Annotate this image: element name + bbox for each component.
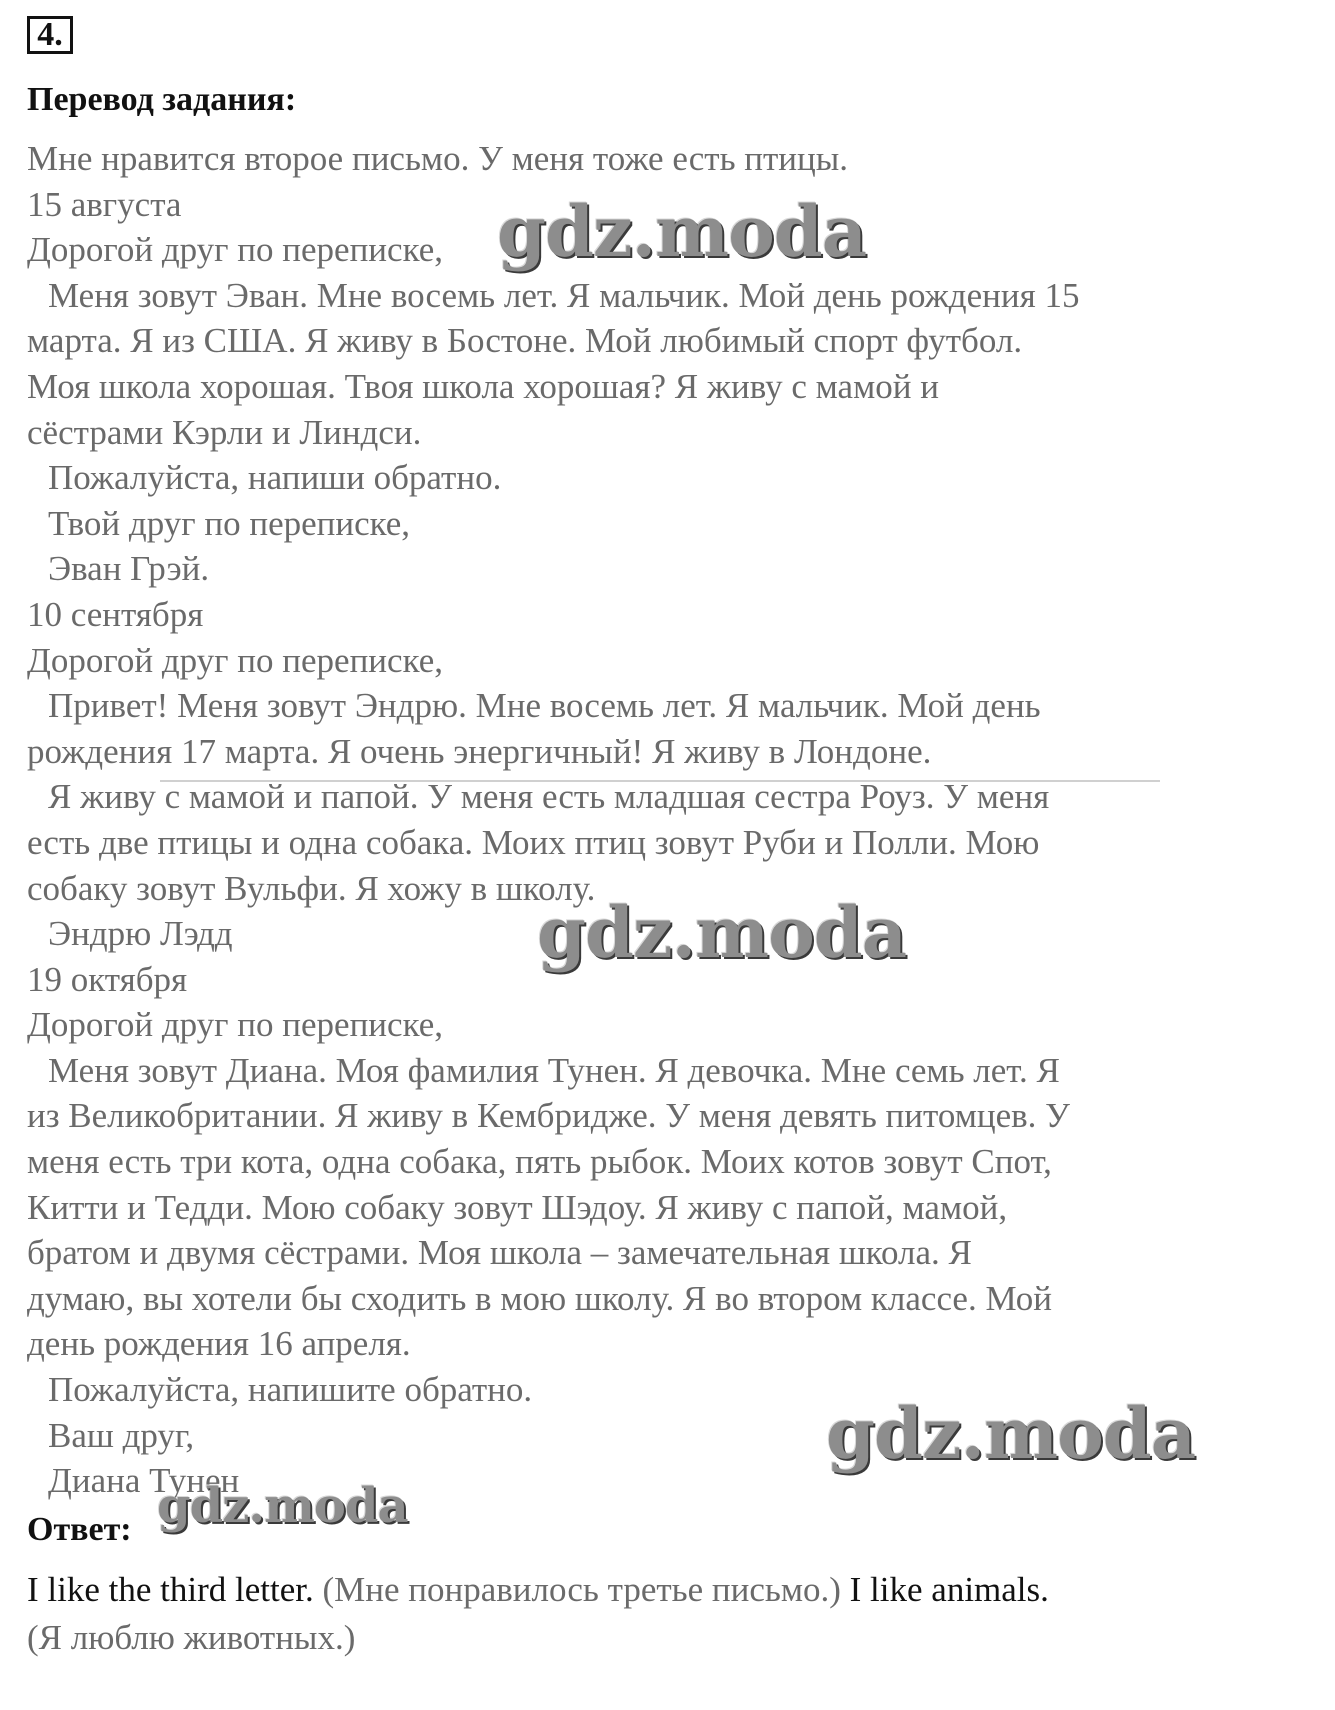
text-line: Дорогой друг по переписке,: [27, 1005, 443, 1045]
text-line: 19 октября: [27, 959, 188, 999]
translation-heading: Перевод задания:: [27, 81, 297, 118]
watermark: gdz.moda: [157, 1478, 408, 1534]
answer-label: Ответ:: [27, 1511, 132, 1548]
text-line: Меня зовут Диана. Моя фамилия Тунен. Я девочка. Мне семь лет. Я: [48, 1050, 1060, 1090]
answer-english-2: I like animals.: [849, 1570, 1049, 1609]
text-line: Дорогой друг по переписке,: [27, 640, 443, 680]
text-line: сёстрами Кэрли и Линдси.: [27, 412, 422, 452]
task-number-box: 4.: [27, 16, 73, 54]
watermark: gdz.moda: [537, 891, 907, 974]
text-line: Я живу с мамой и папой. У меня есть младшая сестра Роуз. У меня: [48, 777, 1050, 817]
text-line: Ваш друг,: [48, 1415, 195, 1455]
text-line: Эндрю Лэдд: [48, 914, 233, 954]
text-line: Мне нравится второе письмо. У меня тоже есть птицы.: [27, 139, 849, 178]
text-line: марта. Я из США. Я живу в Бостоне. Мой любимый спорт футбол.: [27, 321, 1023, 361]
text-line: Меня зовут Эван. Мне восемь лет. Я мальчик. Мой день рождения 15: [48, 275, 1080, 315]
answer-line-2: (Я люблю животных.): [27, 1618, 356, 1657]
text-line: день рождения 16 апреля.: [27, 1324, 411, 1364]
text-line: Эван Грэй.: [48, 549, 210, 589]
answer-body: [27, 1566, 1307, 1662]
answer-line-1: [27, 1566, 1307, 1614]
text-line: рождения 17 марта. Я очень энергичный! Я живу в Лондоне.: [27, 731, 932, 771]
text-line: Китти и Тедди. Мою собаку зовут Шэдоу. Я живу с папой, мамой,: [27, 1187, 1008, 1227]
translation-body: [27, 136, 1307, 1504]
text-line: Дорогой друг по переписке,: [27, 230, 443, 270]
watermark: gdz.moda: [826, 1392, 1196, 1475]
text-line: собаку зовут Вульфи. Я хожу в школу.: [27, 868, 596, 908]
text-line: братом и двумя сёстрами. Моя школа – замечательная школа. Я: [27, 1233, 972, 1273]
answer-english-1: I like the third letter.: [27, 1570, 314, 1609]
text-line: Пожалуйста, напиши обратно.: [48, 458, 502, 498]
text-line: есть две птицы и одна собака. Моих птиц зовут Руби и Полли. Мою: [27, 822, 1040, 862]
text-line: меня есть три кота, одна собака, пять рыбок. Моих котов зовут Спот,: [27, 1142, 1052, 1182]
text-line: Диана Тунен: [48, 1461, 240, 1501]
text-line: 10 сентября: [27, 594, 204, 634]
text-line: 15 августа: [27, 184, 182, 224]
watermark: gdz.moda: [497, 190, 867, 273]
text-line: Моя школа хорошая. Твоя школа хорошая? Я живу с мамой и: [27, 366, 939, 406]
text-line: думаю, вы хотели бы сходить в мою школу. Я во втором классе. Мой: [27, 1278, 1052, 1318]
answer-russian-1: (Мне понравилось третье письмо.): [322, 1570, 841, 1609]
text-line: Пожалуйста, напишите обратно.: [48, 1370, 533, 1410]
text-line: Привет! Меня зовут Эндрю. Мне восемь лет. Я мальчик. Мой день: [48, 686, 1041, 726]
text-line: из Великобритании. Я живу в Кембридже. У меня девять питомцев. У: [27, 1096, 1070, 1136]
text-line: Твой друг по переписке,: [48, 503, 411, 543]
